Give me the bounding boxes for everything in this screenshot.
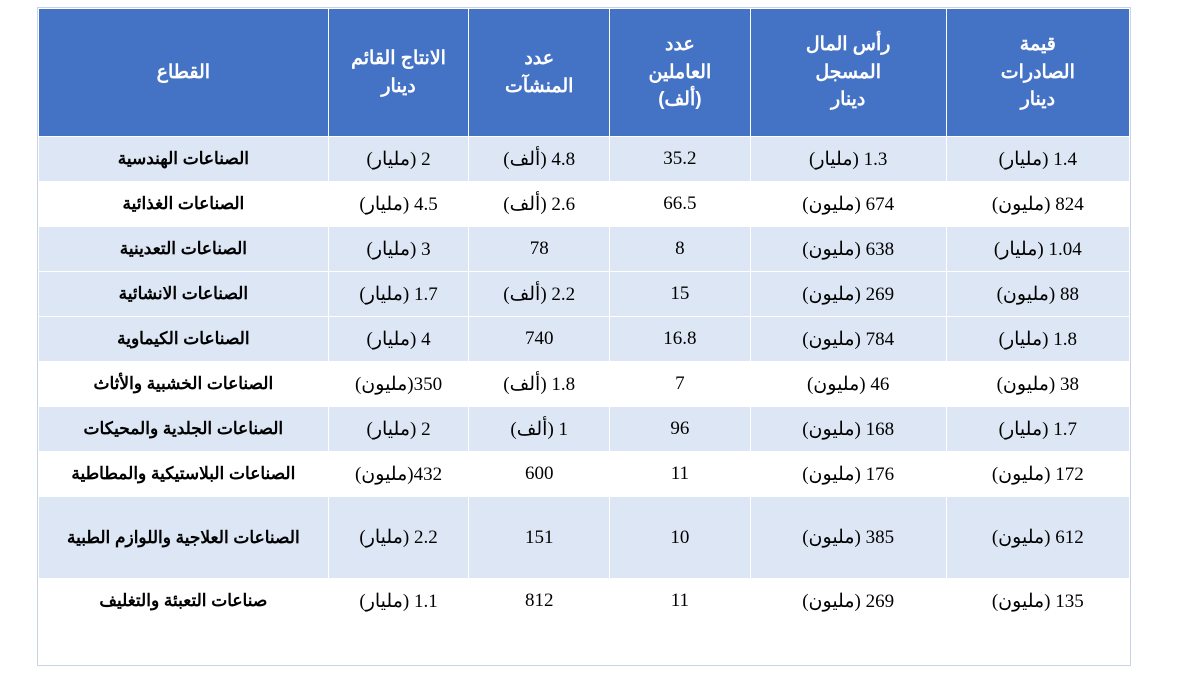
cell-production: 350(مليون) — [328, 362, 469, 407]
column-header-exports-line-2: الصادرات — [1000, 61, 1075, 83]
industrial-sectors-table — [38, 8, 1130, 624]
cell-sector: الصناعات البلاستيكية والمطاطية — [39, 452, 329, 497]
cell-capital: 638 (مليون) — [750, 227, 946, 272]
cell-exports: 1.4 (مليار) — [946, 137, 1129, 182]
table-row — [39, 317, 1130, 362]
cell-capital: 385 (مليون) — [750, 497, 946, 579]
cell-production: 1.7 (مليار) — [328, 272, 469, 317]
cell-capital: 784 (مليون) — [750, 317, 946, 362]
cell-sector: الصناعات العلاجية واللوازم الطبية — [39, 497, 329, 579]
column-header-capital-line-3: دينار — [830, 89, 866, 111]
table-row — [39, 227, 1130, 272]
cell-sector: الصناعات الجلدية والمحيكات — [39, 407, 329, 452]
cell-exports: 612 (مليون) — [946, 497, 1129, 579]
column-header-exports — [946, 9, 1129, 137]
column-header-production-line-2: دينار — [381, 75, 416, 97]
column-header-workers — [610, 9, 751, 137]
cell-sector: صناعات التعبئة والتغليف — [39, 579, 329, 624]
cell-establishments: 2.2 (ألف) — [469, 272, 610, 317]
table-row — [39, 452, 1130, 497]
cell-workers: 66.5 — [610, 182, 751, 227]
cell-exports: 1.8 (مليار) — [946, 317, 1129, 362]
cell-establishments: 151 — [469, 497, 610, 579]
cell-workers: 16.8 — [610, 317, 751, 362]
cell-sector: الصناعات التعدينية — [39, 227, 329, 272]
table-header — [39, 9, 1130, 137]
table-row — [39, 579, 1130, 624]
table-header-row — [39, 9, 1130, 137]
table-body — [39, 137, 1130, 624]
column-header-production — [328, 9, 469, 137]
column-header-capital — [750, 9, 946, 137]
column-header-sector — [39, 9, 329, 137]
column-header-sector-line-1: القطاع — [156, 61, 211, 83]
cell-exports: 824 (مليون) — [946, 182, 1129, 227]
cell-establishments: 740 — [469, 317, 610, 362]
cell-exports: 88 (مليون) — [946, 272, 1129, 317]
cell-workers: 35.2 — [610, 137, 751, 182]
cell-establishments: 4.8 (ألف) — [469, 137, 610, 182]
cell-workers: 11 — [610, 452, 751, 497]
cell-production: 432(مليون) — [328, 452, 469, 497]
cell-capital: 168 (مليون) — [750, 407, 946, 452]
column-header-capital-line-1: رأس المال — [805, 34, 891, 56]
cell-exports: 1.04 (مليار) — [946, 227, 1129, 272]
cell-establishments: 1 (ألف) — [469, 407, 610, 452]
column-header-capital-line-2: المسجل — [815, 61, 881, 83]
cell-capital: 674 (مليون) — [750, 182, 946, 227]
cell-sector: الصناعات الكيماوية — [39, 317, 329, 362]
cell-establishments: 1.8 (ألف) — [469, 362, 610, 407]
cell-production: 2 (مليار) — [328, 137, 469, 182]
cell-exports: 172 (مليون) — [946, 452, 1129, 497]
cell-establishments: 2.6 (ألف) — [469, 182, 610, 227]
cell-sector: الصناعات الغذائية — [39, 182, 329, 227]
column-header-establishments-line-2: المنشآت — [505, 75, 574, 97]
cell-exports: 135 (مليون) — [946, 579, 1129, 624]
cell-sector: الصناعات الخشبية والأثاث — [39, 362, 329, 407]
cell-production: 4 (مليار) — [328, 317, 469, 362]
cell-sector: الصناعات الانشائية — [39, 272, 329, 317]
table-row — [39, 497, 1130, 579]
cell-establishments: 812 — [469, 579, 610, 624]
column-header-workers-line-2: العاملين — [648, 61, 712, 83]
cell-capital: 269 (مليون) — [750, 579, 946, 624]
column-header-establishments — [469, 9, 610, 137]
cell-establishments: 78 — [469, 227, 610, 272]
table-row — [39, 362, 1130, 407]
cell-workers: 15 — [610, 272, 751, 317]
table-row — [39, 407, 1130, 452]
cell-production: 2 (مليار) — [328, 407, 469, 452]
column-header-exports-line-1: قيمة — [1019, 34, 1056, 56]
cell-production: 3 (مليار) — [328, 227, 469, 272]
column-header-workers-line-3: (ألف) — [658, 89, 702, 111]
column-header-exports-line-3: دينار — [1020, 89, 1056, 111]
cell-exports: 1.7 (مليار) — [946, 407, 1129, 452]
cell-capital: 46 (مليون) — [750, 362, 946, 407]
column-header-establishments-line-1: عدد — [524, 47, 555, 69]
cell-production: 2.2 (مليار) — [328, 497, 469, 579]
column-header-production-line-1: الانتاج القائم — [351, 47, 446, 69]
table-row — [39, 137, 1130, 182]
table-row — [39, 272, 1130, 317]
cell-sector: الصناعات الهندسية — [39, 137, 329, 182]
cell-establishments: 600 — [469, 452, 610, 497]
cell-capital: 1.3 (مليار) — [750, 137, 946, 182]
industrial-sectors-table-wrapper — [38, 8, 1130, 624]
cell-workers: 10 — [610, 497, 751, 579]
cell-workers: 8 — [610, 227, 751, 272]
cell-production: 4.5 (مليار) — [328, 182, 469, 227]
cell-workers: 11 — [610, 579, 751, 624]
table-row — [39, 182, 1130, 227]
cell-production: 1.1 (مليار) — [328, 579, 469, 624]
cell-exports: 38 (مليون) — [946, 362, 1129, 407]
cell-capital: 269 (مليون) — [750, 272, 946, 317]
cell-workers: 7 — [610, 362, 751, 407]
column-header-workers-line-1: عدد — [664, 34, 695, 56]
cell-capital: 176 (مليون) — [750, 452, 946, 497]
cell-workers: 96 — [610, 407, 751, 452]
